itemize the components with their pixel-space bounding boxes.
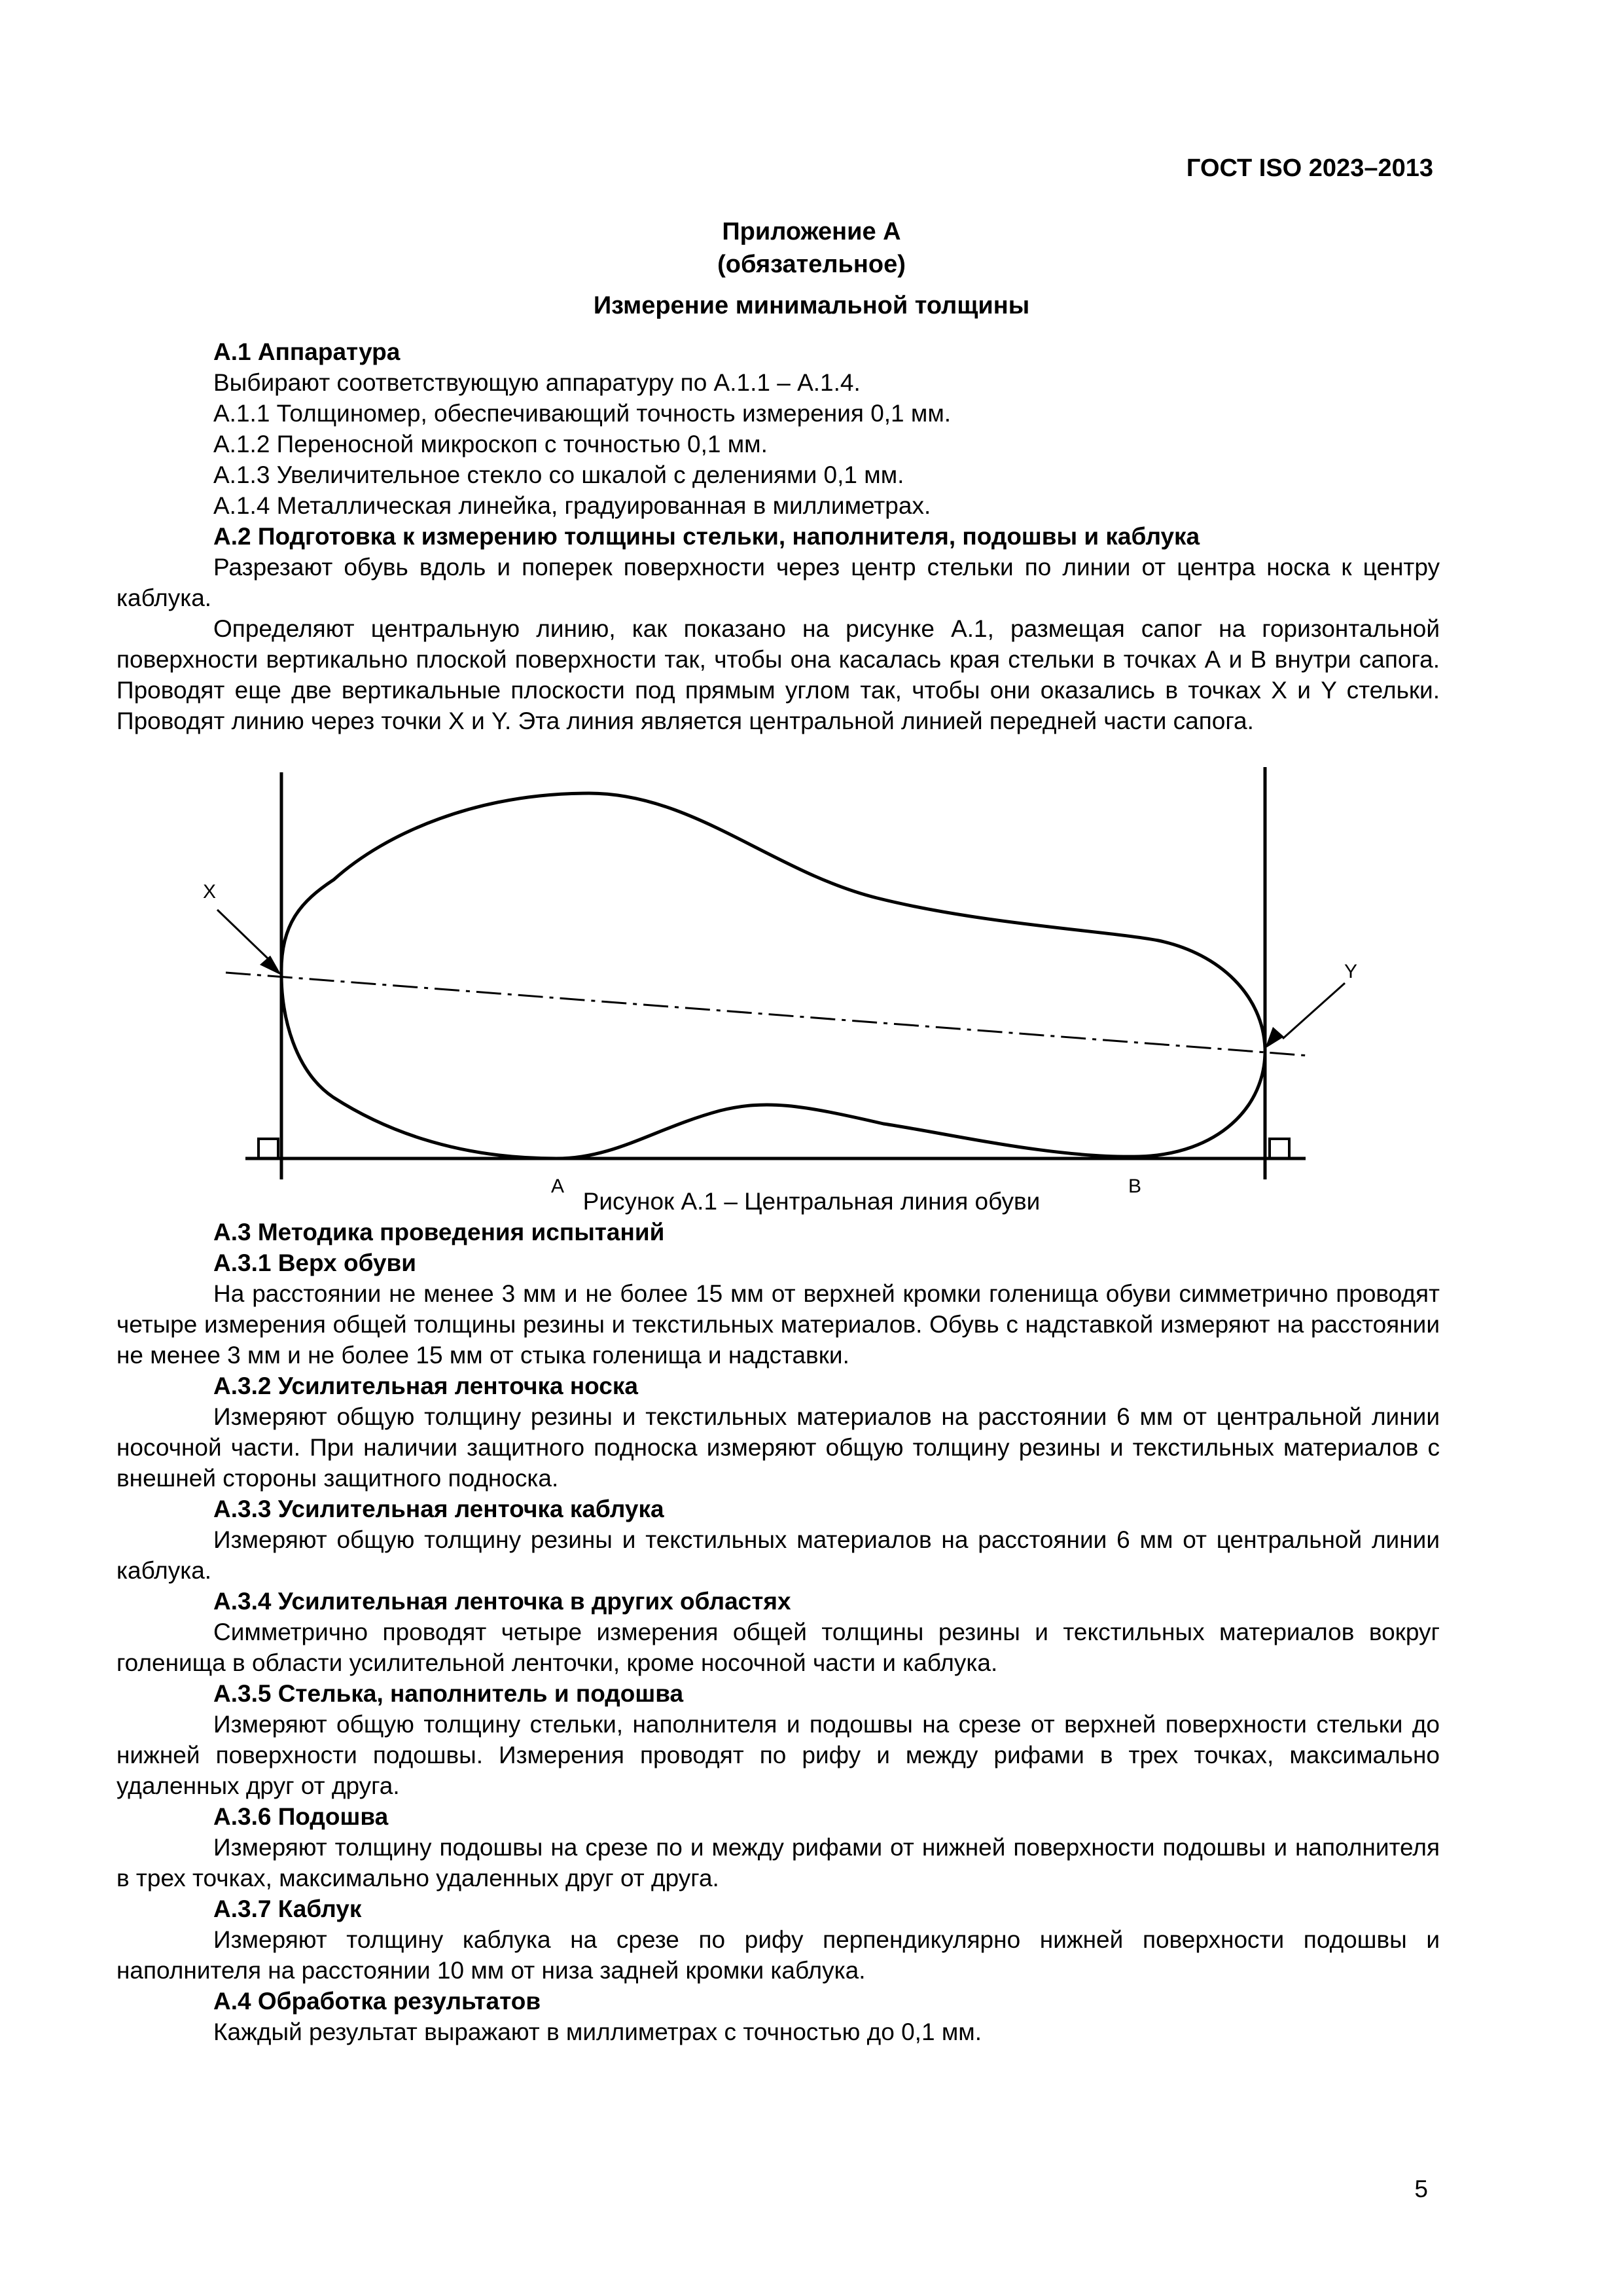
section-a34-heading: А.3.4 Усилительная ленточка в других областях bbox=[213, 1588, 791, 1615]
leader-line-x bbox=[217, 910, 270, 960]
section-a4-heading: А.4 Обработка результатов bbox=[213, 1988, 541, 2015]
figure-shoe-centerline bbox=[196, 767, 1358, 1219]
insole-outline bbox=[281, 793, 1265, 1158]
sections-a3-a4 bbox=[116, 1217, 1440, 2047]
appendix-title: Приложение А bbox=[722, 218, 901, 245]
section-a32-text: Измеряют общую толщину резины и текстильных материалов на расстоянии 6 мм от центральной линии носочной части. При наличии защитного подноска измеряют общую толщину резины и текстильных материалов с внешней стороны защитного подноска. bbox=[116, 1403, 1440, 1492]
center-line bbox=[226, 973, 1309, 1056]
appendix-status: (обязательное) bbox=[717, 251, 906, 278]
section-a33-text: Измеряют общую толщину резины и текстильных материалов на расстоянии 6 мм от центральной линии каблука. bbox=[116, 1526, 1440, 1584]
section-a1-intro: Выбирают соответствующую аппаратуру по А.1.1 – А.1.4. bbox=[213, 369, 861, 396]
figure-caption: Рисунок А.1 – Центральная линия обуви bbox=[582, 1188, 1041, 1215]
section-a2-paragraph: Разрезают обувь вдоль и поперек поверхности через центр стельки по линии от центра носка к центру каблука. bbox=[116, 554, 1440, 611]
right-angle-mark-left bbox=[259, 1139, 278, 1158]
section-a31-heading: А.3.1 Верх обуви bbox=[213, 1249, 417, 1276]
arrowhead-y bbox=[1265, 1027, 1284, 1049]
section-a2-heading: А.2 Подготовка к измерению толщины стельки, наполнителя, подошвы и каблука bbox=[213, 523, 1200, 550]
section-a37-heading: А.3.7 Каблук bbox=[213, 1895, 362, 1922]
section-a1-item: А.1.3 Увеличительное стекло со шкалой с делениями 0,1 мм. bbox=[213, 461, 904, 488]
label-b: B bbox=[1128, 1175, 1142, 1197]
section-a1-item: А.1.4 Металлическая линейка, градуированная в миллиметрах. bbox=[213, 492, 931, 519]
section-a32-heading: А.3.2 Усилительная ленточка носка bbox=[213, 1372, 638, 1399]
section-a35-heading: А.3.5 Стелька, наполнитель и подошва bbox=[213, 1680, 684, 1707]
label-y: Y bbox=[1344, 961, 1358, 982]
appendix-heading: Измерение минимальной толщины bbox=[593, 292, 1030, 319]
section-a1-item: А.1.1 Толщиномер, обеспечивающий точность измерения 0,1 мм. bbox=[213, 400, 952, 427]
document-code: ГОСТ ISO 2023–2013 bbox=[1186, 154, 1433, 182]
label-x: X bbox=[203, 881, 217, 903]
sections-a1-a2 bbox=[116, 336, 1440, 736]
section-a1-item: А.1.2 Переносной микроскоп с точностью 0,1 мм. bbox=[213, 431, 768, 457]
section-a33-heading: А.3.3 Усилительная ленточка каблука bbox=[213, 1496, 664, 1522]
section-a3-heading: А.3 Методика проведения испытаний bbox=[213, 1219, 665, 1246]
page-number: 5 bbox=[1414, 2176, 1428, 2202]
section-a31-text: На расстоянии не менее 3 мм и не более 15 мм от верхней кромки голенища обуви симметрично проводят четыре измерения общей толщины резины и текстильных материалов. Обувь с надставкой измеряют на расстоянии не менее 3 мм и не более 15 мм от стыка голенища и надставки. bbox=[116, 1280, 1440, 1369]
section-a36-heading: А.3.6 Подошва bbox=[213, 1803, 389, 1830]
section-a37-text: Измеряют толщину каблука на срезе по рифу перпендикулярно нижней поверхности подошвы и наполнителя на расстоянии 10 мм от низа задней кромки каблука. bbox=[116, 1926, 1440, 1984]
arrowhead-x bbox=[260, 956, 281, 975]
label-a: A bbox=[551, 1175, 565, 1197]
section-a4-text: Каждый результат выражают в миллиметрах с точностью до 0,1 мм. bbox=[213, 2018, 982, 2045]
section-a1-heading: А.1 Аппаратура bbox=[213, 338, 401, 365]
section-a2-paragraph: Определяют центральную линию, как показано на рисунке А.1, размещая сапог на горизонтальной поверхности вертикально плоской поверхности так, чтобы она касалась края стельки в точках А и В внутри сапога. Проводят еще две вертикальные плоскости под прямым углом так, чтобы они оказались в точках X и Y стельки. Проводят линию через точки X и Y. Эта линия является центральной линией передней части сапога. bbox=[116, 615, 1440, 734]
section-a34-text: Симметрично проводят четыре измерения общей толщины резины и текстильных материалов вокруг голенища в области усилительной ленточки, кроме носочной части и каблука. bbox=[116, 1619, 1440, 1676]
right-angle-mark-right bbox=[1270, 1139, 1289, 1158]
section-a35-text: Измеряют общую толщину стельки, наполнителя и подошвы на срезе от верхней поверхности стельки до нижней поверхности подошвы. Измерения проводят по рифу и между рифами в трех точках, максимально удаленных друг от друга. bbox=[116, 1711, 1440, 1799]
section-a36-text: Измеряют толщину подошвы на срезе по и между рифами от нижней поверхности подошвы и наполнителя в трех точках, максимально удаленных друг от друга. bbox=[116, 1834, 1440, 1892]
leader-line-y bbox=[1283, 983, 1345, 1039]
